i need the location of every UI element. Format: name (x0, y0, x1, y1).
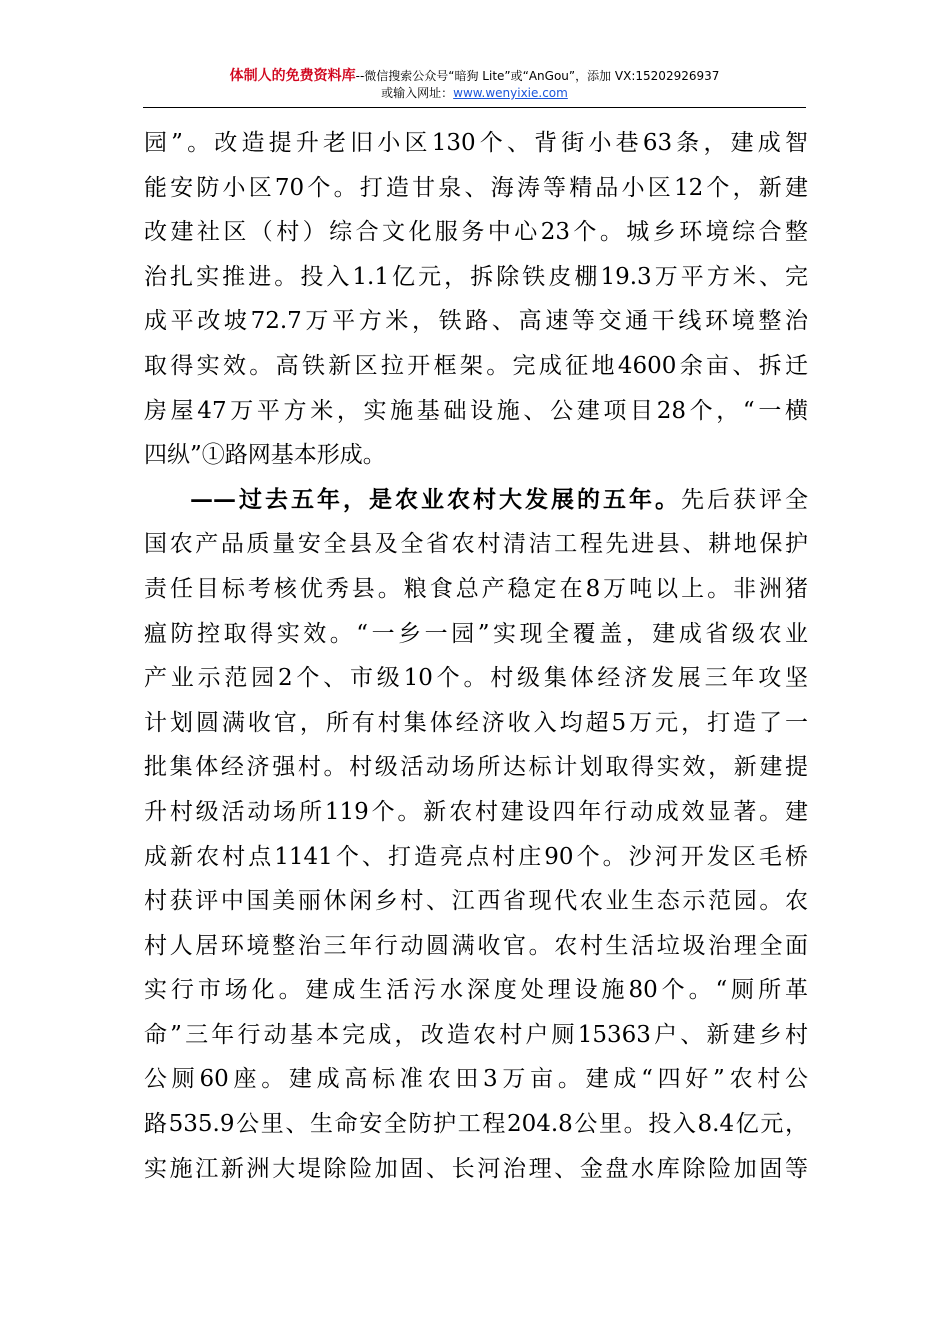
text-line: 能安防小区70个。打造甘泉、海涛等精品小区12个，新建 (144, 174, 808, 201)
text-line: 公厕60座。建成高标准农田3万亩。建成“四好”农村公 (144, 1066, 808, 1093)
text-line: 成新农村点1141个、打造亮点村庄90个。沙河开发区毛桥 (144, 843, 808, 870)
paragraph-2-first-rest: 先后获评全 (681, 486, 808, 513)
paragraph-2-first-line (144, 478, 808, 523)
text-line: 成平改坡72.7万平方米，铁路、高速等交通干线环境整治 (144, 308, 808, 335)
page-header (143, 68, 806, 102)
header-line-2 (143, 85, 806, 102)
text-line: 路535.9公里、生命安全防护工程204.8公里。投入8.4亿元， (144, 1111, 808, 1138)
text-line: 升村级活动场所119个。新农村建设四年行动成效显著。建 (144, 798, 808, 825)
document-body (144, 121, 808, 1191)
text-line: 园”。改造提升老旧小区130个、背街小巷63条，建成智 (144, 130, 808, 156)
text-line: 村获评中国美丽休闲乡村、江西省现代农业生态示范园。农 (144, 888, 808, 915)
text-line: 四纵”①路网基本形成。 (144, 442, 386, 469)
text-line: 命”三年行动基本完成，改造农村户厕15363户、新建乡村 (144, 1021, 808, 1048)
text-line: 实行市场化。建成生活污水深度处理设施80个。“厕所革 (144, 977, 808, 1004)
text-line: 房屋47万平方米，实施基础设施、公建项目28个，“一横 (144, 397, 808, 424)
text-line: 治扎实推进。投入1.1亿元，拆除铁皮棚19.3万平方米、完 (144, 263, 808, 290)
text-line: 瘟防控取得实效。“一乡一园”实现全覆盖，建成省级农业 (144, 620, 808, 647)
text-line: 责任目标考核优秀县。粮食总产稳定在8万吨以上。非洲猪 (144, 575, 808, 602)
text-line: 取得实效。高铁新区拉开框架。完成征地4600余亩、拆迁 (144, 352, 808, 379)
text-line: 产业示范园2个、市级10个。村级集体经济发展三年攻坚 (144, 665, 808, 692)
text-line: 改建社区（村）综合文化服务中心23个。城乡环境综合整 (144, 219, 808, 246)
header-divider (143, 107, 806, 108)
paragraph-2-heading: ——过去五年，是农业农村大发展的五年。 (190, 485, 681, 513)
text-line: 批集体经济强村。村级活动场所达标计划取得实效，新建提 (144, 754, 808, 781)
header-brand: 体制人的免费资料库 (229, 68, 356, 84)
header-url-prefix: 或输入网址： (381, 86, 454, 100)
text-line: 国农产品质量安全县及全省农村清洁工程先进县、耕地保护 (144, 531, 808, 558)
header-line-1 (143, 68, 806, 85)
header-info: --微信搜索公众号“暗狗 Lite”或“AnGou”，添加 VX:15202926937 (355, 69, 720, 83)
text-line: 计划圆满收官，所有村集体经济收入均超5万元，打造了一 (144, 709, 808, 736)
text-line: 实施江新洲大堤除险加固、长河治理、金盘水库除险加固等 (144, 1155, 808, 1182)
text-line: 村人居环境整治三年行动圆满收官。农村生活垃圾治理全面 (144, 932, 808, 959)
header-url-link[interactable]: www.wenyixie.com (453, 86, 568, 100)
